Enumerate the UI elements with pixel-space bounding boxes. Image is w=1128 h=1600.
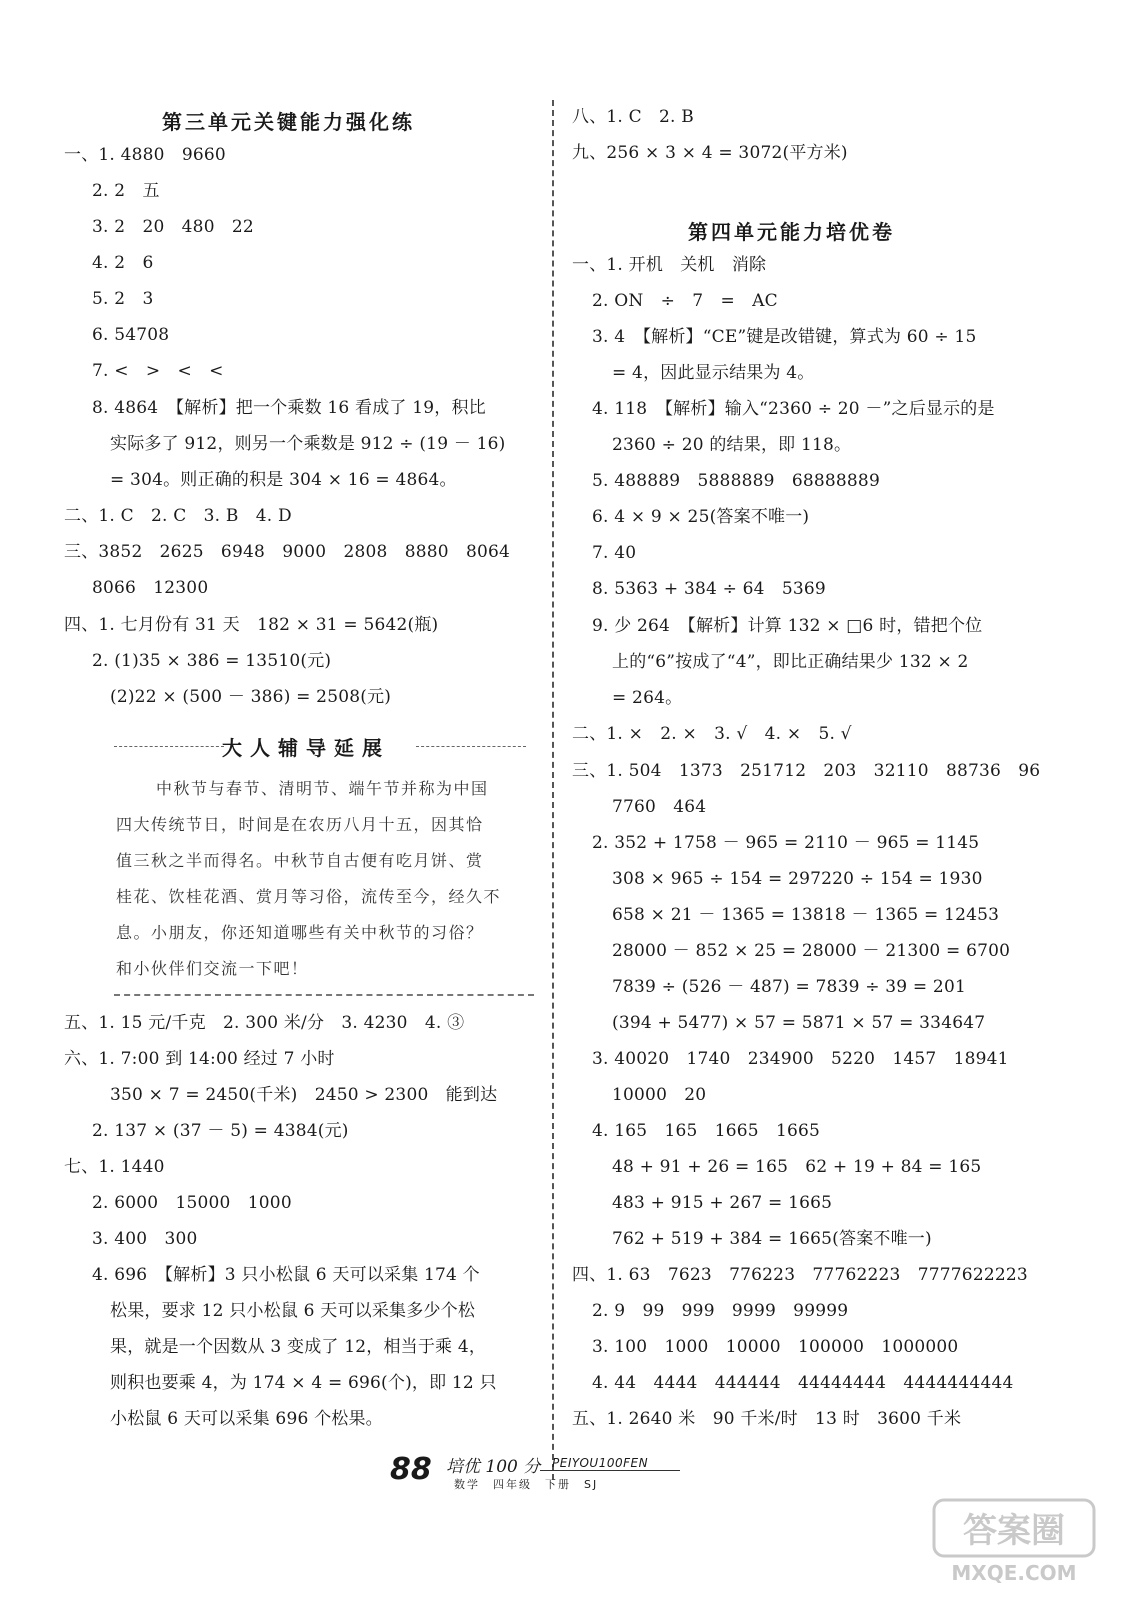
answer-line: 三、1. 504 1373 251712 203 32110 88736 96: [572, 761, 1041, 781]
answer-line: 2360 ÷ 20 的结果，即 118。: [612, 435, 852, 455]
answer-line: 实际多了 912，则另一个乘数是 912 ÷ (19 － 16): [110, 434, 506, 454]
parent-guide-header: [64, 734, 534, 758]
brand-name-en: PEIYOU100FEN: [552, 1456, 649, 1470]
answer-line: 四、1. 63 7623 776223 77762223 7777622223: [572, 1265, 1028, 1285]
guide-text-line: 桂花、饮桂花酒、赏月等习俗，流传至今，经久不: [116, 887, 502, 906]
answer-line: 7. < > < <: [92, 361, 224, 381]
answer-line: 762 + 519 + 384 = 1665(答案不唯一): [612, 1229, 932, 1249]
answer-line: 上的“6”按成了“4”，即比正确结果少 132 × 2: [612, 652, 969, 672]
answer-line: = 264。: [612, 688, 683, 708]
answer-line: 2. 6000 15000 1000: [92, 1193, 292, 1213]
answer-line: 6. 54708: [92, 325, 170, 345]
answer-line: 二、1. C 2. C 3. B 4. D: [64, 506, 292, 526]
answer-line: 2. 2 五: [92, 181, 160, 201]
watermark-url: MXQE.COM: [951, 1561, 1077, 1585]
answer-line: 5. 2 3: [92, 289, 154, 309]
answer-line: 7760 464: [612, 797, 707, 817]
answer-line: 九、256 × 3 × 4 = 3072(平方米): [572, 143, 848, 163]
answer-line: 五、1. 15 元/千克 2. 300 米/分 3. 4230 4. ③: [64, 1013, 465, 1033]
answer-line: 2. 137 × (37 － 5) = 4384(元): [92, 1121, 349, 1141]
answer-line: 则积也要乘 4，为 174 × 4 = 696(个)，即 12 只: [110, 1373, 497, 1393]
parent-guide-title: 大人辅导延展: [222, 736, 390, 760]
answer-line: 二、1. × 2. × 3. √ 4. × 5. √: [572, 724, 852, 744]
answer-line: 松果，要求 12 只小松鼠 6 天可以采集多少个松: [110, 1301, 476, 1321]
answer-line: 7839 ÷ (526 － 487) = 7839 ÷ 39 = 201: [612, 977, 966, 997]
answer-line: 3. 40020 1740 234900 5220 1457 18941: [592, 1049, 1009, 1069]
answer-line: 一、1. 开机 关机 消除: [572, 255, 767, 275]
guide-text-line: 中秋节与春节、清明节、端午节并称为中国: [156, 779, 489, 798]
column-divider: [552, 100, 554, 1480]
guide-text-line: 值三秋之半而得名。中秋节自古便有吃月饼、赏: [116, 851, 484, 870]
answer-line: 五、1. 2640 米 90 千米/时 13 时 3600 千米: [572, 1409, 962, 1429]
answer-line: 一、1. 4880 9660: [64, 145, 226, 165]
answer-line: 8066 12300: [92, 578, 209, 598]
answer-line: 5. 488889 5888889 68888889: [592, 471, 880, 491]
answer-line: 8. 5363 + 384 ÷ 64 5369: [592, 579, 826, 599]
answer-line: 308 × 965 ÷ 154 = 297220 ÷ 154 = 1930: [612, 869, 983, 889]
answer-line: 3. 400 300: [92, 1229, 198, 1249]
answer-line: 4. 696 【解析】3 只小松鼠 6 天可以采集 174 个: [92, 1265, 480, 1285]
watermark-graphic: [930, 1496, 1100, 1586]
guide-text-line: 息。小朋友，你还知道哪些有关中秋节的习俗？: [116, 923, 484, 942]
answer-line: 八、1. C 2. B: [572, 107, 694, 127]
answer-line: 2. ON ÷ 7 = AC: [592, 291, 778, 311]
answer-line: 3. 4 【解析】“CE”键是改错键，算式为 60 ÷ 15: [592, 327, 977, 347]
answer-line: 658 × 21 － 1365 = 13818 － 1365 = 12453: [612, 905, 1000, 925]
answer-line: 3. 100 1000 10000 100000 1000000: [592, 1337, 959, 1357]
header-dash-right: [416, 746, 526, 747]
answer-line: 4. 118 【解析】输入“2360 ÷ 20 －”之后显示的是: [592, 399, 995, 419]
answer-line: 2. (1)35 × 386 = 13510(元): [92, 651, 332, 671]
answer-line: 4. 44 4444 444444 44444444 4444444444: [592, 1373, 1014, 1393]
unit3-title: 第三单元关键能力强化练: [162, 110, 415, 134]
answer-line: 六、1. 7:00 到 14:00 经过 7 小时: [64, 1049, 335, 1069]
answer-line: = 304。则正确的积是 304 × 16 = 4864。: [110, 470, 457, 490]
answer-line: 小松鼠 6 天可以采集 696 个松果。: [110, 1409, 383, 1429]
answer-line: 4. 165 165 1665 1665: [592, 1121, 821, 1141]
answer-line: 三、3852 2625 6948 9000 2808 8880 8064: [64, 542, 511, 562]
answer-line: 2. 352 + 1758 － 965 = 2110 － 965 = 1145: [592, 833, 980, 853]
answer-line: 10000 20: [612, 1085, 707, 1105]
guide-text-line: 和小伙伴们交流一下吧！: [116, 959, 309, 978]
page-footer: [390, 1452, 750, 1496]
answer-line: 3. 2 20 480 22: [92, 217, 254, 237]
brand-name: 培优 100 分: [446, 1457, 541, 1477]
answer-line: 2. 9 99 999 9999 99999: [592, 1301, 849, 1321]
answer-line: (2)22 × (500 － 386) = 2508(元): [110, 687, 392, 707]
guide-text-line: 四大传统节日，时间是在农历八月十五，因其恰: [116, 815, 484, 834]
answer-line: 350 × 7 = 2450(千米) 2450 > 2300 能到达: [110, 1085, 498, 1105]
answer-line: 七、1. 1440: [64, 1157, 165, 1177]
answer-line: 483 + 915 + 267 = 1665: [612, 1193, 833, 1213]
guide-bottom-divider: [114, 994, 534, 996]
answer-line: 7. 40: [592, 543, 637, 563]
answer-line: 果，就是一个因数从 3 变成了 12，相当于乘 4，: [110, 1337, 487, 1357]
footer-swoosh: [540, 1470, 680, 1471]
book-info: 数学 四年级 下册 SJ: [454, 1478, 599, 1491]
answer-line: 28000 － 852 × 25 = 28000 － 21300 = 6700: [612, 941, 1011, 961]
answer-line: = 4，因此显示结果为 4。: [612, 363, 815, 383]
watermark-logo: [930, 1496, 1100, 1586]
watermark-text: 答案圈: [963, 1511, 1065, 1551]
answer-line: 6. 4 × 9 × 25(答案不唯一): [592, 507, 810, 527]
answer-line: 9. 少 264 【解析】计算 132 × □6 时，错把个位: [592, 616, 983, 636]
answer-line: 48 + 91 + 26 = 165 62 + 19 + 84 = 165: [612, 1157, 982, 1177]
answer-line: (394 + 5477) × 57 = 5871 × 57 = 334647: [612, 1013, 986, 1033]
page-number: 88: [390, 1452, 432, 1487]
answer-line: 8. 4864 【解析】把一个乘数 16 看成了 19，积比: [92, 398, 486, 418]
unit4-title: 第四单元能力培优卷: [688, 220, 895, 244]
answer-line: 4. 2 6: [92, 253, 154, 273]
answer-line: 四、1. 七月份有 31 天 182 × 31 = 5642(瓶): [64, 615, 439, 635]
header-dash-left: [114, 746, 224, 747]
